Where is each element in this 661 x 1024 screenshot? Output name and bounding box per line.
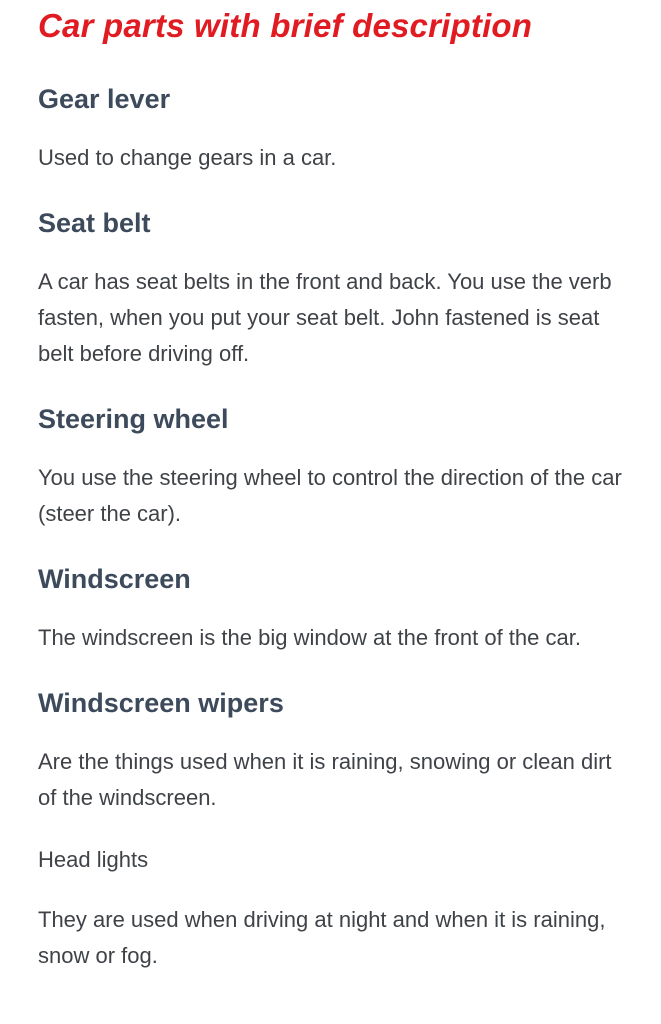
section-paragraph: A car has seat belts in the front and back. You use the verb fasten, when you put your seat belt. John fastened is seat belt before driving off.	[38, 269, 612, 366]
section-head-lights	[38, 844, 626, 974]
section-paragraph: The windscreen is the big window at the front of the car.	[38, 625, 581, 650]
section-heading: Head lights	[38, 847, 149, 872]
section-paragraph: You use the steering wheel to control the direction of the car (steer the car).	[38, 465, 622, 526]
section-heading: Windscreen	[38, 564, 191, 594]
content-sections	[38, 84, 626, 974]
section-paragraph: They are used when driving at night and when it is raining, snow or fog.	[38, 907, 606, 968]
section-gear-lever	[38, 84, 626, 176]
section-paragraph: Are the things used when it is raining, snowing or clean dirt of the windscreen.	[38, 749, 612, 810]
section-seat-belt	[38, 208, 626, 372]
section-heading: Windscreen wipers	[38, 688, 284, 718]
section-heading: Seat belt	[38, 208, 151, 238]
section-windscreen	[38, 564, 626, 656]
section-windscreen-wipers	[38, 688, 626, 816]
section-heading: Steering wheel	[38, 404, 229, 434]
section-paragraph: Used to change gears in a car.	[38, 145, 337, 170]
section-steering-wheel	[38, 404, 626, 532]
section-heading: Gear lever	[38, 84, 171, 114]
page-title: Car parts with brief description	[38, 7, 533, 44]
